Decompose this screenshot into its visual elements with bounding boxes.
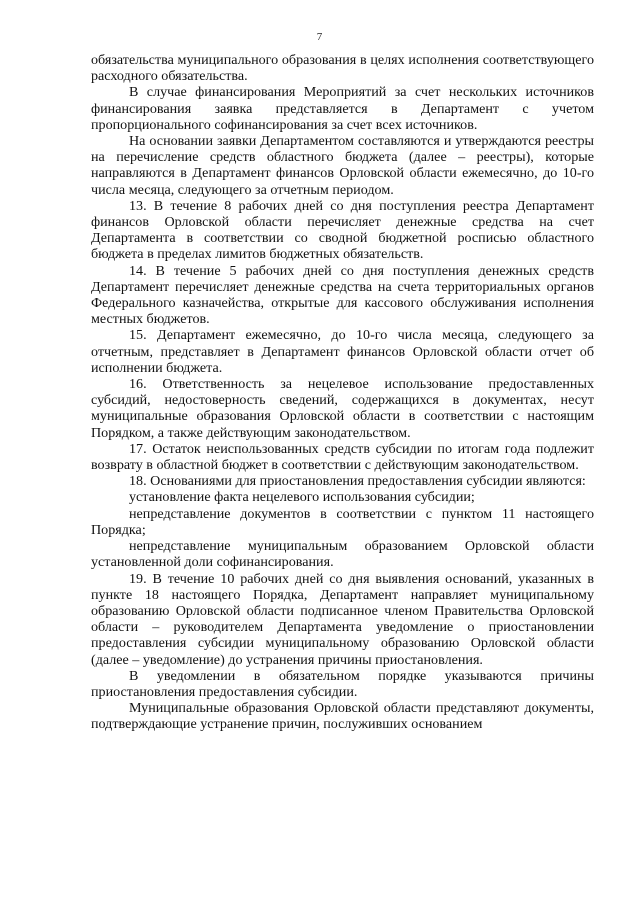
document-body: [91, 52, 594, 733]
clause-18: 18. Основаниями для приостановления предоставления субсидии являются:: [129, 473, 586, 490]
clause-18-ground-3: непредставление муниципальным образованием Орловской области установленной доли софинансирования.: [91, 538, 594, 571]
clause-13: 13. В течение 8 рабочих дней со дня поступления реестра Департамент финансов Орловской области перечисляет денежные средства на счет Департамента в соответствии со сводной бюджетной росписью областного бюджета в пределах лимитов бюджетных обязательств.: [91, 197, 594, 263]
clause-15: 15. Департамент ежемесячно, до 10-го числа месяца, следующего за отчетным, представляет в Департамент финансов Орловской области отчет об исполнении бюджета.: [91, 327, 594, 376]
clause-16: 16. Ответственность за нецелевое использование предоставленных субсидий, недостоверность сведений, содержащихся в документах, несут муниципальные образования Орловской области в соответствии с настоящим Порядком, а также действующим законодательством.: [91, 376, 594, 441]
paragraph-documents-submission: Муниципальные образования Орловской области представляют документы, подтверждающие устранение причин, послуживших основанием: [91, 700, 594, 733]
page-number: 7: [316, 31, 323, 43]
clause-19: 19. В течение 10 рабочих дней со дня выявления оснований, указанных в пункте 18 настоящего Порядка, Департамент направляет муниципальному образованию Орловской области подписанное членом Правительства Орловской области – руководителем Департамента уведомление о приостановлении предоставления субсидии муниципальному образованию Орловской области (далее – уведомление) до устранения причины приостановления.: [91, 570, 594, 668]
paragraph-multiple-sources: В случае финансирования Мероприятий за счет нескольких источников финансирования заявка представляется в Департамент с учетом пропорционального софинансирования за счет всех источников.: [91, 84, 594, 133]
paragraph-registries: На основании заявки Департаментом составляются и утверждаются реестры на перечисление средств областного бюджета (далее – реестры), которые направляются в Департамент финансов Орловской области ежемесячно, до 10-го числа месяца, следующего за отчетным периодом.: [91, 133, 594, 198]
paragraph-continuation: обязательства муниципального образования в целях исполнения соответствующего расходного обязательства.: [91, 52, 594, 85]
clause-18-ground-1: установление факта нецелевого использования субсидии;: [129, 489, 475, 506]
clause-14: 14. В течение 5 рабочих дней со дня поступления денежных средств Департамент перечисляет денежные средства на счета территориальных органов Федерального казначейства, открытые для кассового обслуживания исполнения местных бюджетов.: [91, 262, 594, 328]
clause-18-ground-2: непредставление документов в соответствии с пунктом 11 настоящего Порядка;: [91, 505, 594, 538]
paragraph-notice-reasons: В уведомлении в обязательном порядке указываются причины приостановления предоставления субсидии.: [91, 667, 594, 700]
clause-17: 17. Остаток неиспользованных средств субсидии по итогам года подлежит возврату в областной бюджет в соответствии с действующим законодательством.: [91, 440, 594, 474]
